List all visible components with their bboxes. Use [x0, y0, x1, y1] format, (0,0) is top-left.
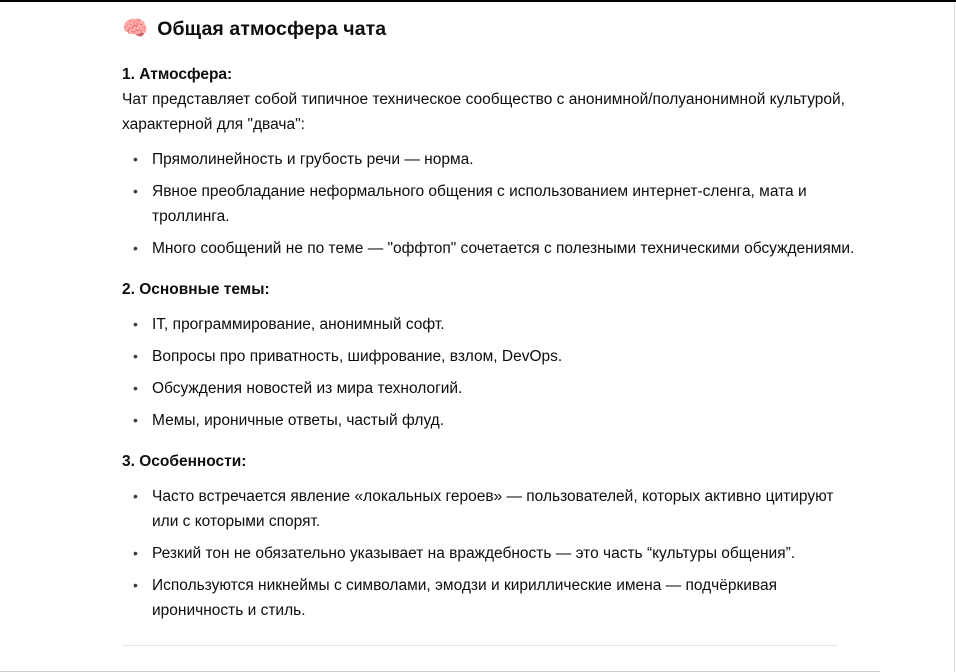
bullet-list: [122, 147, 859, 261]
screenshot-right-border: [954, 2, 955, 672]
list-item: • Явное преобладание неформального общения с использованием интернет-сленга, мата и троллинга.: [122, 179, 859, 229]
chat-message-body: [122, 0, 859, 646]
page-title: [122, 14, 859, 44]
list-item: • Используются никнеймы с символами, эмодзи и кириллические имена — подчёркивая ироничность и стиль.: [122, 573, 859, 623]
divider: [122, 645, 838, 646]
section-peculiarities: [122, 449, 859, 623]
list-item: • Много сообщений не по теме — "оффтоп" сочетается с полезными техническими обсуждениями.: [122, 236, 859, 261]
bullet-list: [122, 312, 859, 433]
section-paragraph: Чат представляет собой типичное техническое сообщество с анонимной/полуанонимной культурой, характерной для "двача":: [122, 91, 845, 133]
list-item: • Обсуждения новостей из мира технологий.: [122, 376, 859, 401]
brain-icon: 🧠: [122, 17, 149, 40]
list-item: • Часто встречается явление «локальных героев» — пользователей, которых активно цитируют или с которыми спорят.: [122, 484, 859, 534]
section-heading: 3. Особенности:: [122, 453, 247, 470]
list-item: • Резкий тон не обязательно указывает на враждебность — это часть “культуры общения”.: [122, 541, 859, 566]
section-main-topics: [122, 277, 859, 433]
list-item: • Мемы, ироничные ответы, частый флуд.: [122, 408, 859, 433]
bullet-list: [122, 484, 859, 623]
section-heading: 2. Основные темы:: [122, 281, 270, 298]
list-item: • Вопросы про приватность, шифрование, взлом, DevOps.: [122, 344, 859, 369]
page-title-text: Общая атмосфера чата: [157, 18, 387, 40]
list-item: • IT, программирование, анонимный софт.: [122, 312, 859, 337]
list-item: • Прямолинейность и грубость речи — норма.: [122, 147, 859, 172]
section-heading: 1. Атмосфера:: [122, 66, 233, 83]
section-atmosphere: [122, 62, 859, 261]
